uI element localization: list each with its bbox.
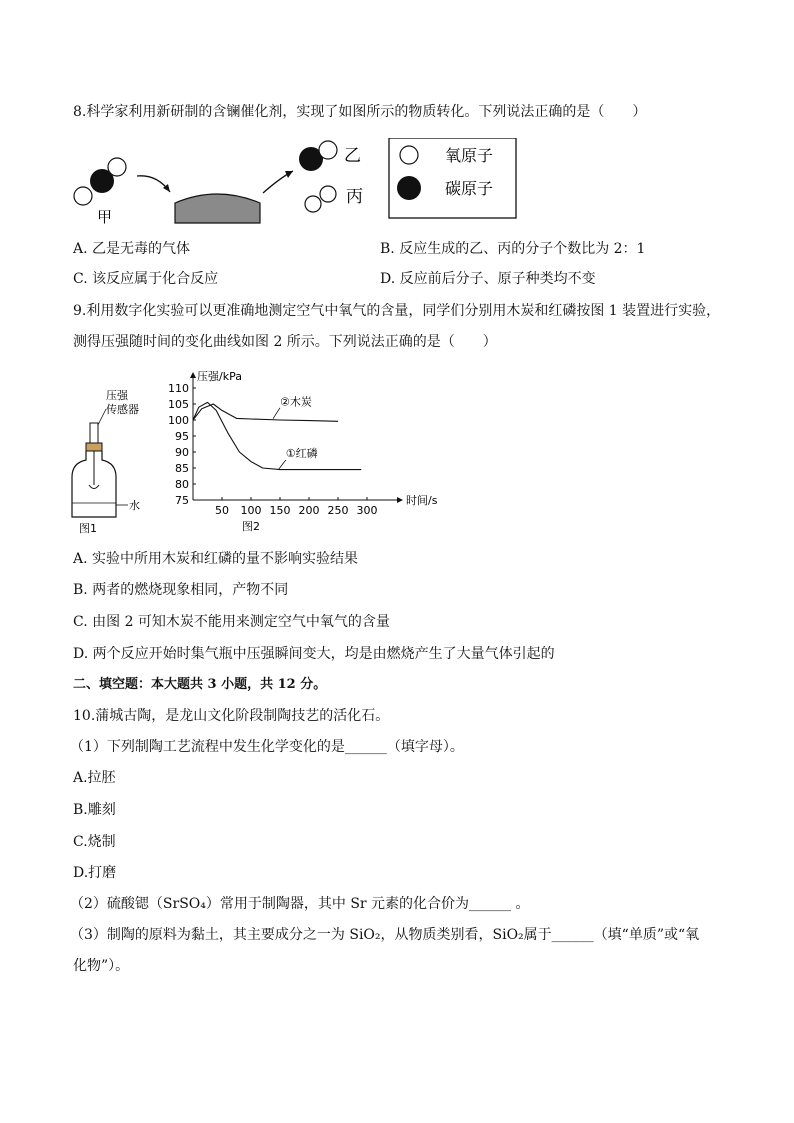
x-tick-label: 50 <box>215 504 229 517</box>
q8-option-b: B. 反应生成的乙、丙的分子个数比为 2：1 <box>380 241 646 257</box>
y-tick-label: 110 <box>168 382 189 395</box>
q8-option-a: A. 乙是无毒的气体 <box>73 241 191 257</box>
series-label-charcoal: ②木炭 <box>280 395 312 409</box>
x-tick-label: 100 <box>240 504 262 517</box>
q9-option-c: C. 由图 2 可知木炭不能用来测定空气中氧气的含量 <box>73 614 390 630</box>
oxygen-atom-icon <box>108 158 126 176</box>
x-tick-label: 300 <box>356 504 378 517</box>
label-jia: 甲 <box>97 208 113 226</box>
x-tick-label: 150 <box>269 504 291 517</box>
y-tick-label: 80 <box>175 478 189 491</box>
q10-option-c: C.烧制 <box>73 834 116 850</box>
q8-reaction-figure <box>65 138 525 233</box>
q10-part1: （1）下列制陶工艺流程中发生化学变化的是______（填字母）。 <box>70 739 464 755</box>
x-tick-label: 250 <box>327 504 349 517</box>
q9-option-a: A. 实验中所用木炭和红磷的量不影响实验结果 <box>73 551 359 567</box>
fig1-caption: 图1 <box>79 522 97 535</box>
stopper-icon <box>86 443 102 451</box>
q9-option-b: B. 两者的燃烧现象相同，产物不同 <box>73 582 289 598</box>
y-tick-label: 85 <box>175 462 189 475</box>
label-bing: 丙 <box>346 187 363 207</box>
series-label-red-phosphorus: ①红磷 <box>285 446 318 460</box>
y-tick-label: 100 <box>168 414 189 427</box>
carbon-atom-icon <box>397 176 421 200</box>
q9-stem-line2: 测得压强随时间的变化曲线如图 2 所示。下列说法正确的是（ ） <box>73 334 497 350</box>
x-axis-arrow-icon <box>397 497 403 503</box>
q9-fig2-chart <box>165 362 465 540</box>
label-yi: 乙 <box>344 146 361 166</box>
combustion-spoon-icon <box>89 485 99 489</box>
fig2-caption: 图2 <box>242 520 260 533</box>
arrow-icon <box>137 176 170 192</box>
series-label-leader <box>279 460 286 469</box>
q10-option-b: B.雕刻 <box>73 802 116 818</box>
y-axis-arrow-icon <box>190 372 196 378</box>
x-tick-label: 200 <box>298 504 320 517</box>
q9-option-d: D. 两个反应开始时集气瓶中压强瞬间变大，均是由燃烧产生了大量气体引起的 <box>73 646 555 662</box>
y-tick-label: 90 <box>175 446 189 459</box>
series-label-leader <box>273 408 280 419</box>
q9-stem-line1: 9.利用数字化实验可以更准确地测定空气中氧气的含量，同学们分别用木炭和红磷按图 1 装置进行实验， <box>73 303 721 319</box>
chart-ylabel: 压强/kPa <box>197 370 242 383</box>
sensor-label-1: 压强 <box>106 389 128 402</box>
chart-xlabel: 时间/s <box>406 494 438 507</box>
q8-option-c: C. 该反应属于化合反应 <box>73 271 219 287</box>
y-tick-label: 95 <box>175 430 189 443</box>
q10-part3-line1: （3）制陶的原料为黏土，其主要成分之一为 SiO₂，从物质类别看，SiO₂属于______（填“单质”或“氧 <box>70 927 700 943</box>
y-tick-label: 105 <box>168 398 189 411</box>
series-line-0 <box>193 404 338 421</box>
q8-option-d: D. 反应前后分子、原子种类均不变 <box>380 271 596 287</box>
catalyst-shape <box>175 194 260 223</box>
legend-carbon: 碳原子 <box>445 179 494 198</box>
q10-part2: （2）硫酸锶（SrSO₄）常用于制陶器，其中 Sr 元素的化合价为______ 。 <box>70 896 530 912</box>
oxygen-atom-icon <box>320 186 336 202</box>
q8-stem: 8.科学家利用新研制的含镧催化剂，实现了如图所示的物质转化。下列说法正确的是（ ） <box>73 104 647 120</box>
q10-option-a: A.拉胚 <box>73 770 116 786</box>
section-title: 二、填空题：本大题共 3 小题，共 12 分。 <box>73 677 327 692</box>
legend-oxygen: 氧原子 <box>445 146 494 165</box>
oxygen-atom-icon <box>400 146 418 164</box>
water-label: 水 <box>129 499 140 512</box>
q10-stem: 10.蒲城古陶，是龙山文化阶段制陶技艺的活化石。 <box>73 708 390 724</box>
q9-fig1-apparatus <box>62 385 172 535</box>
y-tick-label: 75 <box>175 494 189 507</box>
q10-part3-line2: 化物”）。 <box>73 958 130 974</box>
sensor-label-2: 传感器 <box>106 403 139 416</box>
oxygen-atom-icon <box>305 196 321 212</box>
q10-option-d: D.打磨 <box>73 865 117 881</box>
oxygen-atom-icon <box>74 187 92 205</box>
oxygen-atom-icon <box>319 141 337 159</box>
